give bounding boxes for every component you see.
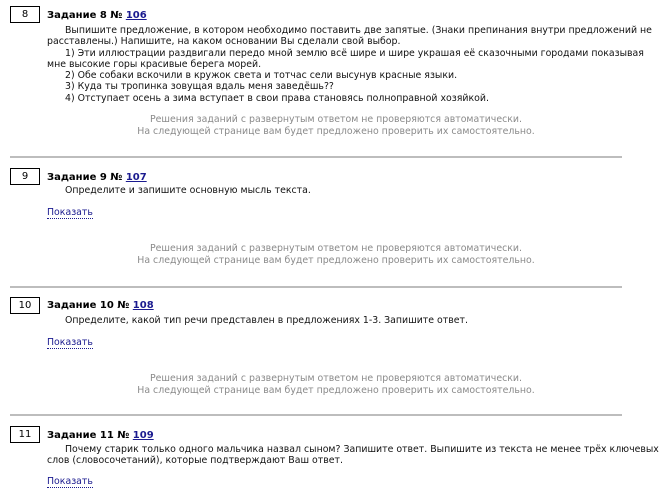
- task-title: Задание 10 №: [47, 300, 130, 311]
- show-answer-link[interactable]: Показать: [47, 337, 93, 348]
- task-text-line: Определите и запишите основную мысль текста.: [65, 185, 311, 196]
- task-number-box: 9: [10, 168, 40, 185]
- task-title: Задание 9 №: [47, 172, 123, 183]
- auto-check-note: [40, 243, 632, 266]
- task-heading: [47, 171, 147, 184]
- task-separator: [10, 156, 622, 158]
- task-text-line: 4) Отступает осень а зима вступает в свои права становясь полноправной хозяйкой.: [65, 92, 489, 104]
- task-text-line: Определите, какой тип речи представлен в предложениях 1-3. Запишите ответ.: [65, 315, 468, 326]
- note-line: Решения заданий с развернутым ответом не проверяются автоматически.: [150, 373, 522, 384]
- task-number-box: 11: [10, 426, 40, 443]
- task-id-link[interactable]: 106: [125, 10, 147, 21]
- task-number-box: 10: [10, 297, 40, 314]
- task-text-line: 1) Эти иллюстрации раздвигали передо мной землю всё шире и шире украшая её сказочными городами показывая: [65, 47, 644, 59]
- task-text: [47, 25, 652, 104]
- note-line: На следующей странице вам будет предложено проверить их самостоятельно.: [137, 125, 535, 137]
- note-line: Решения заданий с развернутым ответом не проверяются автоматически.: [150, 243, 522, 254]
- task-id-link[interactable]: 107: [125, 172, 147, 183]
- task-text: [47, 315, 627, 326]
- task-text-line: расставлены.) Напишите, на каком основании Вы сделали свой выбор.: [47, 36, 401, 48]
- task-text-line: мне высокие горы красивые берега морей.: [47, 58, 262, 70]
- auto-check-note: [40, 373, 632, 396]
- show-answer-link[interactable]: Показать: [47, 207, 93, 218]
- task-text-line: 3) Куда ты тропинка зовущая вдаль меня заведёшь??: [65, 81, 334, 93]
- task-separator: [10, 414, 622, 416]
- note-line: На следующей странице вам будет предложено проверить их самостоятельно.: [137, 254, 535, 266]
- task-text-line: 2) Обе собаки вскочили в кружок света и тотчас сели высунув красные языки.: [65, 70, 458, 82]
- note-line: Решения заданий с развернутым ответом не проверяются автоматически.: [150, 114, 522, 125]
- note-line: На следующей странице вам будет предложено проверить их самостоятельно.: [137, 384, 535, 396]
- task-number-box: 8: [10, 6, 40, 23]
- task-id-link[interactable]: 108: [132, 300, 154, 311]
- task-title: Задание 8 №: [47, 10, 123, 21]
- task-text-line: слов (словосочетаний), которые подтверждают Ваш ответ.: [47, 455, 343, 467]
- task-text-line: Выпишите предложение, в котором необходимо поставить две запятые. (Знаки препинания внутри предложений не: [65, 25, 652, 36]
- task-id-link[interactable]: 109: [132, 430, 154, 441]
- task-heading: [47, 299, 154, 312]
- task-text: [47, 185, 627, 196]
- auto-check-note: [40, 114, 632, 137]
- task-separator: [10, 286, 622, 288]
- task-heading: [47, 9, 147, 22]
- task-text-line: Почему старик только одного мальчика назвал сыном? Запишите ответ. Выпишите из текста не менее трёх ключевых: [65, 444, 659, 455]
- task-title: Задание 11 №: [47, 430, 130, 441]
- task-heading: [47, 429, 154, 442]
- task-text: [47, 444, 659, 467]
- show-answer-link[interactable]: Показать: [47, 476, 93, 487]
